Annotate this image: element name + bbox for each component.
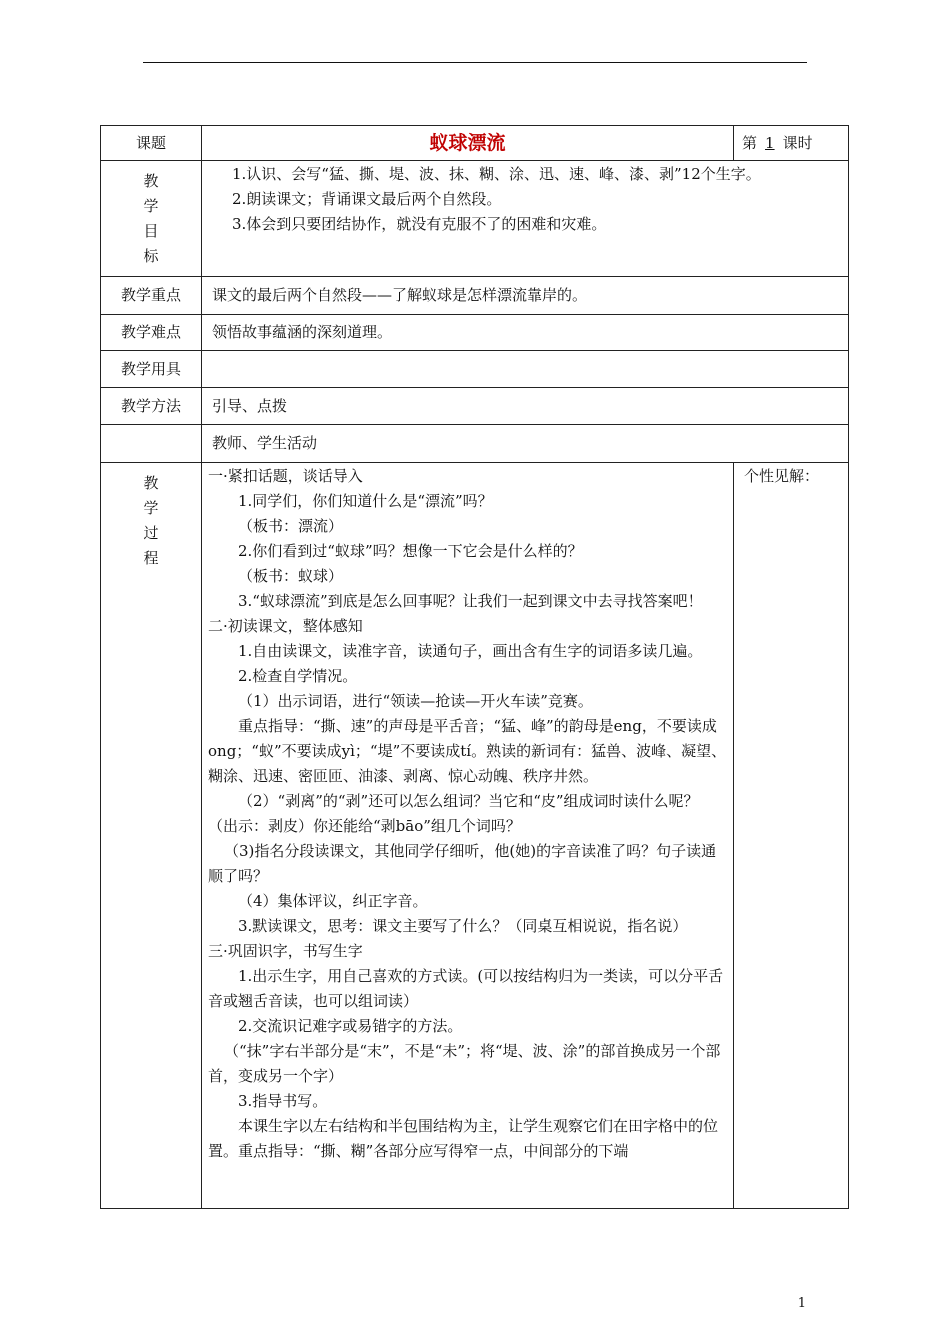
process-line: 3.指导书写。 (238, 1092, 328, 1110)
process-line: 1.出示生字，用自己喜欢的方式读。(可以按结构归为一类读，可以分平舌音或翘舌音读，也可以组词读） (208, 967, 724, 1010)
period-suffix: 课时 (782, 133, 813, 152)
process-label-char: 过 (143, 524, 159, 542)
lesson-plan-table (100, 125, 849, 1209)
period-number: 1 (765, 133, 775, 152)
process-label-char: 教 (143, 474, 159, 492)
method-text: 引导、点拨 (202, 388, 849, 425)
tools-text (202, 351, 849, 388)
goal-item: 1.认识、会写“猛、撕、堤、波、抹、糊、涂、迅、速、峰、漆、剥”12个生字。 (232, 165, 761, 183)
process-label-char: 学 (143, 499, 159, 517)
header-rule (143, 62, 807, 63)
goals-label-char: 标 (143, 247, 159, 265)
topic-label: 课题 (101, 126, 202, 161)
process-label-char: 程 (143, 549, 159, 567)
difficulty-text: 领悟故事蕴涵的深刻道理。 (202, 315, 849, 351)
process-line: （“抹”字右半部分是“末”，不是“未”；将“堤、波、涂”的部首换成另一个部首，变成另一个字） (208, 1042, 721, 1085)
period-cell (734, 126, 849, 161)
process-line: 三·巩固识字，书写生字 (208, 942, 363, 960)
personal-notes-label: 个性见解： (744, 467, 820, 485)
process-content (202, 463, 734, 1209)
goals-label-char: 目 (143, 222, 159, 240)
page-number: 1 (797, 1296, 806, 1311)
activity-header: 教师、学生活动 (202, 425, 849, 463)
process-line: 本课生字以左右结构和半包围结构为主，让学生观察它们在田字格中的位置。重点指导：“撕、糊”各部分应写得窄一点，中间部分的下端 (208, 1117, 719, 1160)
activity-header-row (101, 425, 849, 463)
difficulty-row (101, 315, 849, 351)
tools-label: 教学用具 (101, 351, 202, 388)
process-line: （2）“剥离”的“剥”还可以怎么组词？当它和“皮”组成词时读什么呢？（出示：剥皮）你还能给“剥bāo”组几个词吗？ (208, 792, 699, 835)
process-line: （板书：漂流） (238, 517, 344, 535)
process-line: 重点指导：“撕、速”的声母是平舌音；“猛、峰”的韵母是eng，不要读成ong；“蚁”不要读成yì；“堤”不要读成tí。熟读的新词有：猛兽、波峰、凝望、糊涂、迅速、密匝匝、油漆、剥离、惊心动魄、秩序井然。 (208, 717, 727, 785)
period-prefix: 第 (742, 133, 758, 152)
process-line: 1.自由读课文，读准字音，读通句子，画出含有生字的词语多读几遍。 (238, 642, 703, 660)
method-label: 教学方法 (101, 388, 202, 425)
lesson-title: 蚁球漂流 (202, 126, 734, 161)
process-line: 1.同学们，你们知道什么是“漂流”吗？ (238, 492, 493, 510)
goal-item: 3.体会到只要团结协作，就没有克服不了的困难和灾难。 (232, 215, 607, 233)
process-line: 一·紧扣话题，谈话导入 (208, 467, 363, 485)
process-line: （3)指名分段读课文，其他同学仔细听，他(她)的字音读准了吗？句子读通顺了吗？ (208, 842, 717, 885)
goals-content (202, 161, 849, 277)
process-line: 2.交流识记难字或易错字的方法。 (238, 1017, 463, 1035)
process-line: （1）出示词语，进行“领读—抢读—开火车读”竞赛。 (238, 692, 593, 710)
process-row (101, 463, 849, 1209)
difficulty-label: 教学难点 (101, 315, 202, 351)
tools-row (101, 351, 849, 388)
focus-text: 课文的最后两个自然段——了解蚁球是怎样漂流靠岸的。 (202, 277, 849, 315)
process-label (101, 463, 202, 1209)
activity-header-blank (101, 425, 202, 463)
title-row (101, 126, 849, 161)
focus-row (101, 277, 849, 315)
process-line: （4）集体评议，纠正字音。 (238, 892, 428, 910)
goals-label (101, 161, 202, 277)
personal-notes-cell (734, 463, 849, 1209)
process-line: 2.检查自学情况。 (238, 667, 358, 685)
goals-label-char: 学 (143, 197, 159, 215)
process-line: 2.你们看到过“蚁球”吗？想像一下它会是什么样的？ (238, 542, 583, 560)
process-line: 二·初读课文，整体感知 (208, 617, 363, 635)
goals-row (101, 161, 849, 277)
focus-label: 教学重点 (101, 277, 202, 315)
goal-item: 2.朗读课文；背诵课文最后两个自然段。 (232, 190, 502, 208)
method-row (101, 388, 849, 425)
process-line: （板书：蚁球） (238, 567, 344, 585)
goals-label-char: 教 (143, 172, 159, 190)
process-line: 3.“蚁球漂流”到底是怎么回事呢？让我们一起到课文中去寻找答案吧！ (238, 592, 703, 610)
process-line: 3.默读课文，思考：课文主要写了什么？（同桌互相说说，指名说） (238, 917, 688, 935)
